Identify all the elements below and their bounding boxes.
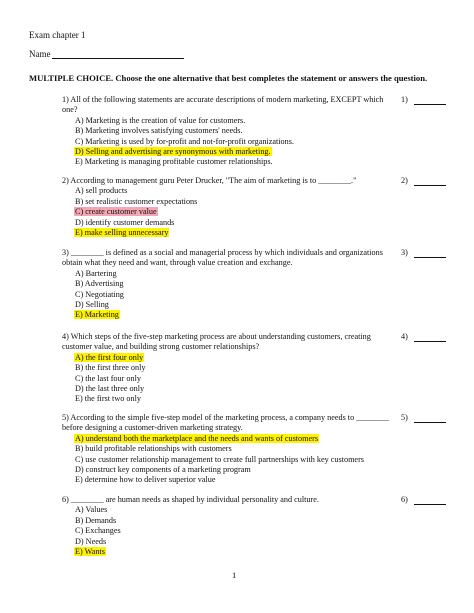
name-field xyxy=(29,49,184,59)
exam-title: Exam chapter 1 xyxy=(29,30,86,40)
answer-option xyxy=(62,300,396,310)
answer-option xyxy=(62,516,396,526)
answer-option-text: E) determine how to deliver superior value xyxy=(75,475,216,485)
answer-option-text: B) set realistic customer expectations xyxy=(75,196,198,206)
answer-number: 5) xyxy=(401,413,408,422)
answer-option-text: B) the first three only xyxy=(75,363,146,373)
answer-option-text: D) the last three only xyxy=(75,384,145,394)
name-underline xyxy=(52,50,184,59)
question-stem: 2) According to management guru Peter Drucker, "The aim of marketing is to ________." xyxy=(62,176,357,185)
answer-option xyxy=(62,147,396,157)
answer-blank[interactable] xyxy=(414,333,446,342)
answer-option-text: E) Marketing is managing profitable customer relationships. xyxy=(75,157,273,167)
answer-number: 3) xyxy=(401,248,408,257)
answer-option-text: E) Wants xyxy=(75,547,105,557)
page-number: 1 xyxy=(232,570,237,580)
answer-number: 4) xyxy=(401,332,408,341)
answer-option xyxy=(62,505,396,515)
answer-option xyxy=(62,384,396,394)
answer-option xyxy=(62,186,396,196)
question-stem: 1) All of the following statements are accurate descriptions of modern marketing, EXCEPT which one? xyxy=(62,95,384,115)
answer-option xyxy=(62,353,396,363)
answer-option xyxy=(62,269,396,279)
answer-option-text: D) Selling and advertising are synonymous with marketing. xyxy=(75,147,271,157)
answer-option xyxy=(62,116,396,126)
answer-option-text: E) make selling unnecessary xyxy=(75,228,169,238)
answer-blank[interactable] xyxy=(414,96,446,105)
answer-option xyxy=(62,475,396,485)
answer-option xyxy=(62,444,396,454)
question-stem: 5) According to the simple five-step model of the marketing process, a company needs to ________ before designing a customer-driven marketing strategy. xyxy=(62,413,389,433)
answer-blank[interactable] xyxy=(414,414,446,423)
answer-option-text: B) Demands xyxy=(75,515,117,525)
answer-option-text: E) Marketing xyxy=(75,310,119,320)
question-1 xyxy=(62,95,396,168)
answer-option xyxy=(62,218,396,228)
answer-option-text: A) Marketing is the creation of value for customers. xyxy=(75,115,246,125)
answer-number: 6) xyxy=(401,495,408,504)
question-3 xyxy=(62,248,396,321)
answer-option xyxy=(62,547,396,557)
answer-option-text: B) build profitable relationships with customers xyxy=(75,444,232,454)
answer-option xyxy=(62,207,396,217)
answer-option-text: E) the first two only xyxy=(75,394,141,404)
answer-option-text: C) create customer value xyxy=(75,207,157,217)
answer-option xyxy=(62,465,396,475)
question-2 xyxy=(62,176,396,238)
answer-option-text: C) Marketing is used by for-profit and not-for-profit organizations. xyxy=(75,136,294,146)
question-5 xyxy=(62,413,396,486)
answer-option xyxy=(62,363,396,373)
answer-option-text: D) construct key components of a marketing program xyxy=(75,465,251,475)
question-stem: 3) ________ is defined as a social and managerial process by which individuals and organizations obtain what they need and want, through value creation and exchange. xyxy=(62,248,383,268)
answer-option-text: A) sell products xyxy=(75,186,128,196)
answer-option xyxy=(62,157,396,167)
answer-option-text: D) Needs xyxy=(75,536,107,546)
answer-option xyxy=(62,394,396,404)
answer-number: 1) xyxy=(401,95,408,104)
answer-option xyxy=(62,537,396,547)
name-label: Name xyxy=(29,49,51,59)
answer-option xyxy=(62,526,396,536)
answer-option xyxy=(62,126,396,136)
answer-number: 2) xyxy=(401,176,408,185)
answer-blank[interactable] xyxy=(414,496,446,505)
answer-option xyxy=(62,434,396,444)
answer-option-text: A) the first four only xyxy=(75,352,144,362)
answer-option xyxy=(62,290,396,300)
answer-option-text: D) Selling xyxy=(75,300,109,310)
answer-option-text: A) Bartering xyxy=(75,268,117,278)
answer-option-text: B) Advertising xyxy=(75,279,124,289)
question-6 xyxy=(62,495,396,557)
answer-option xyxy=(62,310,396,320)
answer-option xyxy=(62,137,396,147)
answer-option-text: C) Negotiating xyxy=(75,289,124,299)
answer-blank[interactable] xyxy=(414,249,446,258)
section-heading: MULTIPLE CHOICE. Choose the one alternative that best completes the statement or answers the question. xyxy=(29,73,428,83)
answer-option-text: D) identify customer demands xyxy=(75,217,175,227)
question-stem: 4) Which steps of the five-step marketing process are about understanding customers, creating customer value, and building strong customer relationships? xyxy=(62,332,371,352)
answer-option-text: C) Exchanges xyxy=(75,526,121,536)
answer-option xyxy=(62,279,396,289)
answer-option-text: A) understand both the marketplace and the needs and wants of customers xyxy=(75,433,319,443)
answer-option-text: B) Marketing involves satisfying customers' needs. xyxy=(75,126,243,136)
answer-blank[interactable] xyxy=(414,177,446,186)
answer-option xyxy=(62,197,396,207)
question-4 xyxy=(62,332,396,405)
question-stem: 6) ________ are human needs as shaped by individual personality and culture. xyxy=(62,495,319,504)
answer-option-text: C) the last four only xyxy=(75,373,141,383)
answer-option-text: C) use customer relationship management to create full partnerships with key customers xyxy=(75,454,364,464)
answer-option xyxy=(62,374,396,384)
answer-option-text: A) Values xyxy=(75,505,108,515)
answer-option xyxy=(62,455,396,465)
answer-option xyxy=(62,228,396,238)
